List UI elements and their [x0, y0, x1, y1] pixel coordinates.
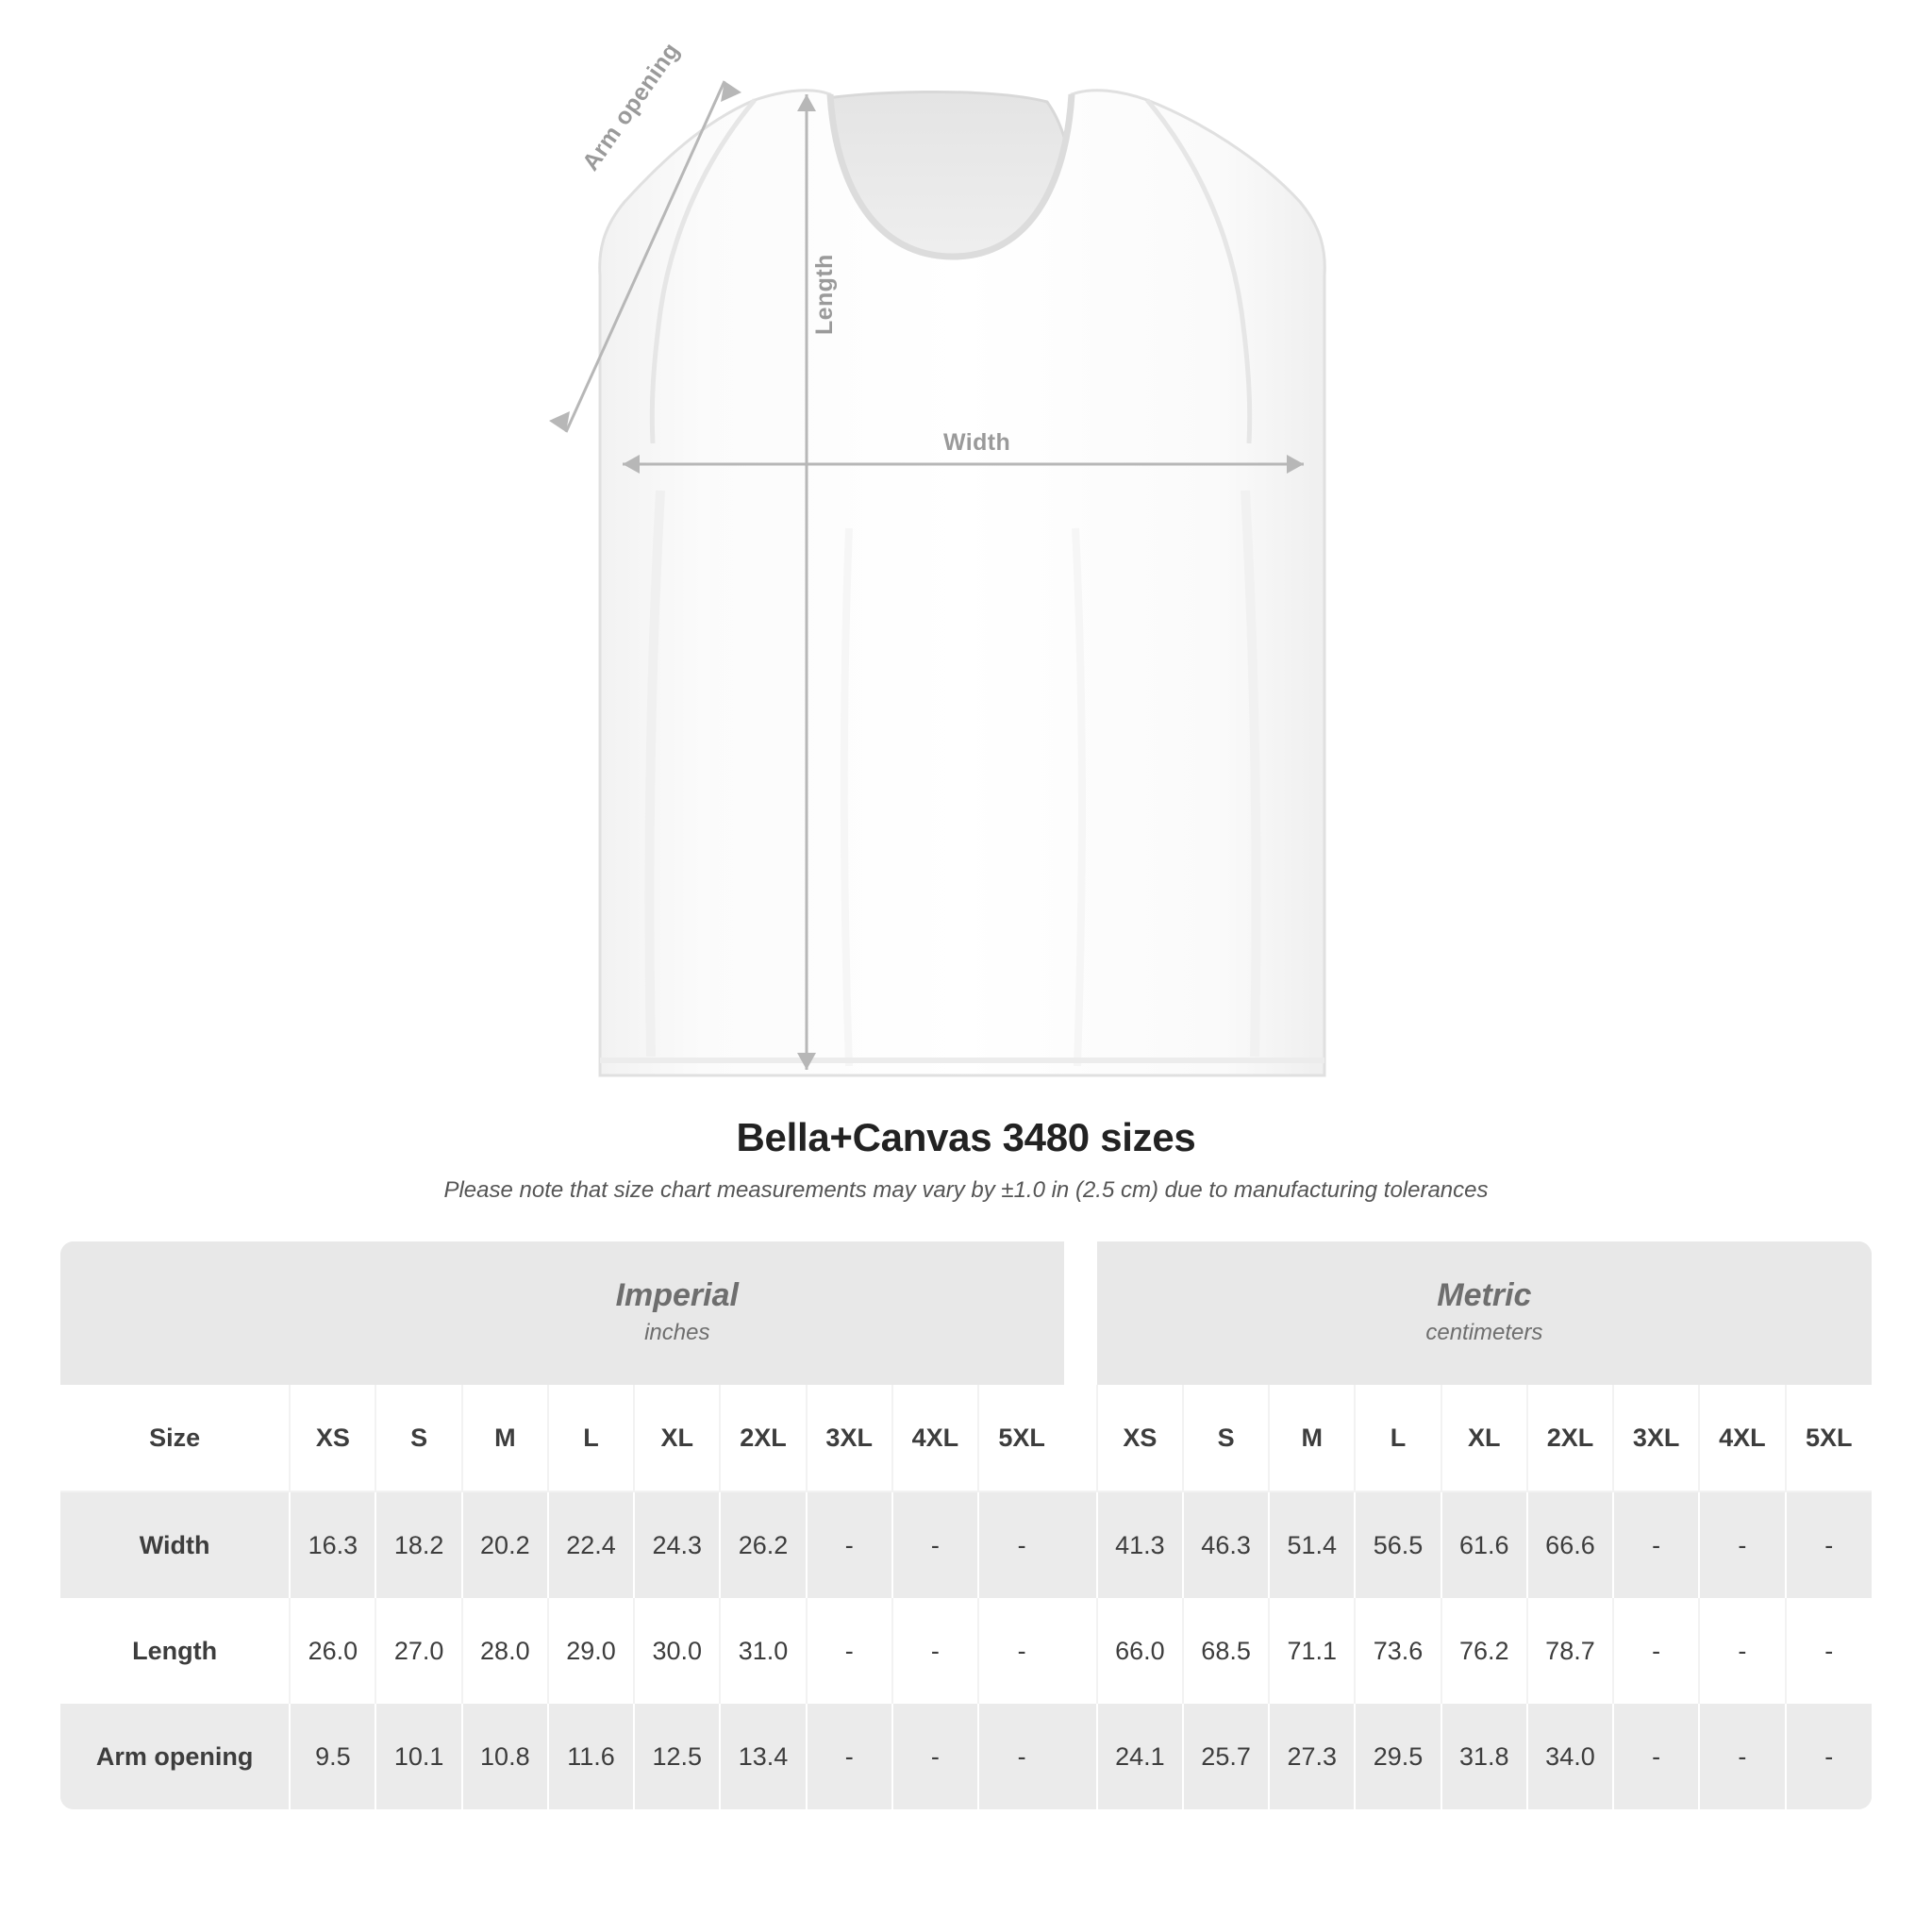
size-header-cell-xs: XS	[290, 1385, 375, 1491]
cell-width-imp-5xl: -	[978, 1492, 1064, 1598]
cell-length-met-m: 71.1	[1269, 1598, 1355, 1704]
cell-width-imp-m: 20.2	[462, 1492, 548, 1598]
chart-heading	[0, 1115, 1932, 1204]
size-header-cell-metric-5xl: 5XL	[1786, 1385, 1873, 1491]
cell-length-met-3xl: -	[1613, 1598, 1699, 1704]
cell-length-met-2xl: 78.7	[1527, 1598, 1613, 1704]
cell-arm-met-m: 27.3	[1269, 1704, 1355, 1809]
cell-arm-imp-5xl: -	[978, 1704, 1064, 1809]
cell-length-imp-m: 28.0	[462, 1598, 548, 1704]
cell-width-met-s: 46.3	[1183, 1492, 1269, 1598]
cell-arm-imp-s: 10.1	[375, 1704, 461, 1809]
cell-width-met-xs: 41.3	[1097, 1492, 1183, 1598]
size-header-cell-5xl: 5XL	[978, 1385, 1064, 1491]
cell-width-imp-l: 22.4	[548, 1492, 634, 1598]
unit-band-row	[60, 1241, 1872, 1385]
row-label-length: Length	[60, 1598, 290, 1704]
cell-length-imp-3xl: -	[807, 1598, 892, 1704]
cell-length-imp-xl: 30.0	[634, 1598, 720, 1704]
cell-width-imp-xl: 24.3	[634, 1492, 720, 1598]
cell-width-gap	[1064, 1492, 1096, 1598]
page-title: Bella+Canvas 3480 sizes	[736, 1115, 1196, 1159]
cell-width-met-xl: 61.6	[1441, 1492, 1527, 1598]
size-header-cell-s: S	[375, 1385, 461, 1491]
cell-arm-met-xs: 24.1	[1097, 1704, 1183, 1809]
cell-width-imp-xs: 16.3	[290, 1492, 375, 1598]
size-header-cell-metric-xl: XL	[1441, 1385, 1527, 1491]
size-header-cell-metric-3xl: 3XL	[1613, 1385, 1699, 1491]
size-header-cell-metric-m: M	[1269, 1385, 1355, 1491]
cell-width-met-m: 51.4	[1269, 1492, 1355, 1598]
cell-arm-imp-4xl: -	[892, 1704, 978, 1809]
unit-metric-sub: centimeters	[1425, 1320, 1543, 1346]
cell-arm-met-s: 25.7	[1183, 1704, 1269, 1809]
size-table-container	[60, 1241, 1872, 1809]
cell-length-imp-2xl: 31.0	[720, 1598, 806, 1704]
unit-metric	[1097, 1241, 1872, 1385]
width-dimension-label: Width	[943, 429, 1011, 456]
size-header-cell-xl: XL	[634, 1385, 720, 1491]
cell-arm-imp-3xl: -	[807, 1704, 892, 1809]
cell-width-met-3xl: -	[1613, 1492, 1699, 1598]
unit-band-gap	[1064, 1241, 1096, 1385]
cell-length-gap	[1064, 1598, 1096, 1704]
table-row	[60, 1492, 1872, 1598]
cell-length-imp-4xl: -	[892, 1598, 978, 1704]
row-label-arm-opening: Arm opening	[60, 1704, 290, 1809]
cell-width-met-5xl: -	[1786, 1492, 1873, 1598]
cell-arm-imp-m: 10.8	[462, 1704, 548, 1809]
cell-arm-imp-2xl: 13.4	[720, 1704, 806, 1809]
cell-arm-met-xl: 31.8	[1441, 1704, 1527, 1809]
size-header-cell-metric-s: S	[1183, 1385, 1269, 1491]
cell-arm-met-4xl: -	[1699, 1704, 1785, 1809]
cell-width-imp-4xl: -	[892, 1492, 978, 1598]
cell-arm-imp-l: 11.6	[548, 1704, 634, 1809]
size-header-row	[60, 1385, 1872, 1491]
cell-arm-met-2xl: 34.0	[1527, 1704, 1613, 1809]
size-header-cell-3xl: 3XL	[807, 1385, 892, 1491]
cell-arm-met-l: 29.5	[1355, 1704, 1441, 1809]
size-header-cell-l: L	[548, 1385, 634, 1491]
size-header-cell-4xl: 4XL	[892, 1385, 978, 1491]
cell-width-met-2xl: 66.6	[1527, 1492, 1613, 1598]
cell-width-imp-2xl: 26.2	[720, 1492, 806, 1598]
cell-arm-imp-xs: 9.5	[290, 1704, 375, 1809]
cell-width-met-l: 56.5	[1355, 1492, 1441, 1598]
cell-length-imp-l: 29.0	[548, 1598, 634, 1704]
unit-imperial-sub: inches	[644, 1320, 710, 1346]
size-header-cell-metric-2xl: 2XL	[1527, 1385, 1613, 1491]
unit-metric-name: Metric	[1437, 1276, 1532, 1313]
row-label-width: Width	[60, 1492, 290, 1598]
size-header-gap	[1064, 1385, 1096, 1491]
arm-opening-dimension-label: Arm opening	[577, 38, 685, 176]
cell-width-imp-3xl: -	[807, 1492, 892, 1598]
cell-length-met-xl: 76.2	[1441, 1598, 1527, 1704]
cell-length-imp-5xl: -	[978, 1598, 1064, 1704]
size-header-cell-metric-xs: XS	[1097, 1385, 1183, 1491]
cell-arm-met-3xl: -	[1613, 1704, 1699, 1809]
cell-length-met-s: 68.5	[1183, 1598, 1269, 1704]
unit-imperial	[290, 1241, 1064, 1385]
cell-width-imp-s: 18.2	[375, 1492, 461, 1598]
cell-length-met-l: 73.6	[1355, 1598, 1441, 1704]
cell-length-met-5xl: -	[1786, 1598, 1873, 1704]
size-header-cell-m: M	[462, 1385, 548, 1491]
cell-arm-gap	[1064, 1704, 1096, 1809]
size-header-cell-metric-l: L	[1355, 1385, 1441, 1491]
cell-width-met-4xl: -	[1699, 1492, 1785, 1598]
cell-length-met-4xl: -	[1699, 1598, 1785, 1704]
length-dimension-label: Length	[811, 254, 838, 335]
size-table	[60, 1241, 1872, 1809]
table-row	[60, 1704, 1872, 1809]
size-header-cell-2xl: 2XL	[720, 1385, 806, 1491]
unit-imperial-name: Imperial	[615, 1276, 739, 1313]
cell-length-imp-xs: 26.0	[290, 1598, 375, 1704]
size-header-label: Size	[60, 1385, 290, 1491]
size-header-cell-metric-4xl: 4XL	[1699, 1385, 1785, 1491]
unit-band-spacer	[60, 1241, 290, 1385]
cell-arm-met-5xl: -	[1786, 1704, 1873, 1809]
cell-length-met-xs: 66.0	[1097, 1598, 1183, 1704]
tolerance-note: Please note that size chart measurements may vary by ±1.0 in (2.5 cm) due to manufacturing tolerances	[443, 1177, 1489, 1203]
cell-arm-imp-xl: 12.5	[634, 1704, 720, 1809]
table-row	[60, 1598, 1872, 1704]
cell-length-imp-s: 27.0	[375, 1598, 461, 1704]
